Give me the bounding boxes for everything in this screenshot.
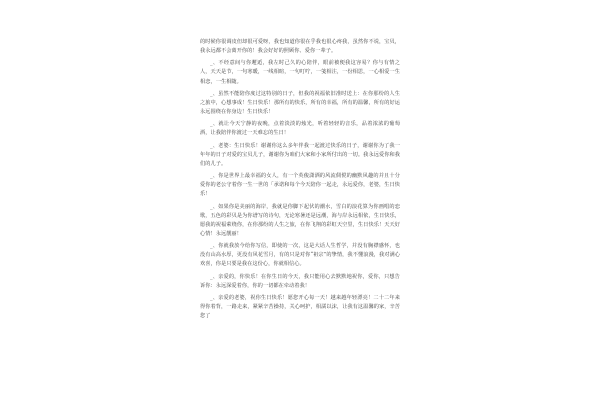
paragraph-7: _、如果你是美丽的海岸，我就是你脚下起伏的潮水，雪白的浪花算为你画唱的恋歌，五色的彩贝是为你谱写的诗句，无论寒暑还是远潮，海与岸永远相依，生日快乐，愿我的祝福萦绕你，在你那纷的人生之旅，在你飞翔的彩虹天空里，生日快乐！天天好心情！永远靓丽！ <box>200 203 400 237</box>
paragraph-1: 的时候你很调皮但却很可爱呀，我也知道你很在乎我也很心疼我，虽然你不说，宝贝，我永远都不会离开你的！我会好好的照顾你、爱你一辈子。 <box>200 39 400 55</box>
paragraph-4: _、就让今天宁静的夜晚，点着淡淡的烛光，听着轻轻的音乐，品着浓浓的葡萄酒，让我陪伴你渡过一天难忘的生日！ <box>200 121 400 137</box>
paragraph-10: _、亲爱的老婆，祝你生日快乐！愿您开心每一天！越来越年轻漂亮！二十二年来得你着背，一路走来，紧紧辛苦操持，关心呵护，相濡以沫，让我有这温馨的家，辛苦您了 <box>200 295 400 320</box>
paragraph-3: _、虽然不能陪你度过这特别的日子，但我的祝福依旧准时送上：在你那纷的人生之旅中，心想事成！生日快乐！那所有的快乐，所有的幸福，所有的温馨，所有的好运永远围绕在你身边！生日快乐！ <box>200 90 400 116</box>
paragraph-2: _、不经意间与你邂逅，我左时己久的心陪伴，眼前被便我这容易？你与有情之人，天天是节，一句寒暖，一线相暄，一句叮咛，一笺相注，一份相思，一心相爱一生相恋，一生相随。 <box>200 60 400 85</box>
paragraph-9: _、亲爱的，你快乐！在你生日的今天，我只能用心去默默地祝你，爱你，只想告诉你：永远深爱着你，你的一切都在牵动着我！ <box>200 273 400 289</box>
paragraph-5: _、老婆：生日快乐！谢谢你这么多年伴我一起渡过快乐的日子，谢谢你为了我一年年的日子对爱的宝贝儿子，谢谢你为咱们大家和小家所付出的一切。我永远爱你和我们的儿子。 <box>200 142 400 167</box>
paragraph-6: _、你是世界上最幸福的女人，有一个英俊潇洒的风流倜傥的幽默风趣的并且十分爱你的老公守着你一生一世的「承诺和每个今天陪你一起走，永远爱你，老婆，生日快乐！ <box>200 173 400 198</box>
document-page <box>200 38 400 362</box>
paragraph-8: _、你就我放今给你写信，即使的一次，这是大话人生哲学，并没有胸襟感怀，也没有山高水厚，更没有风花雪月，有的只是对你“祖宗”的挚情，我不懂浪漫，我对满心欢喜，你是只要是我在这份心，你就相信心。 <box>200 243 400 268</box>
